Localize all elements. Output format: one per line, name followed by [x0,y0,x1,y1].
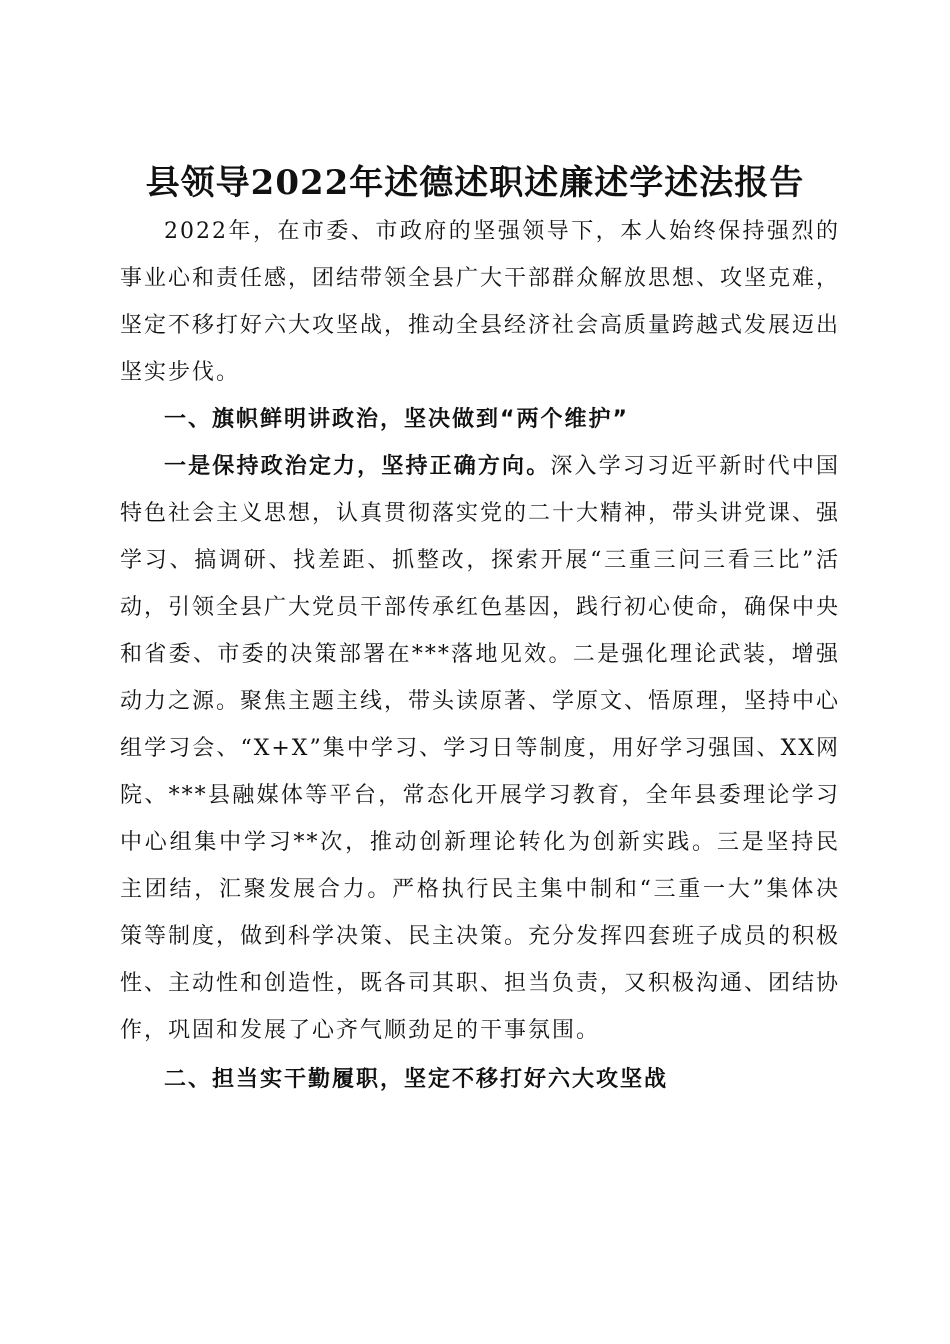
document-body [120,208,840,1103]
section-1-body: 深入学习习近平新时代中国特色社会主义思想，认真贯彻落实党的二十大精神，带头讲党课、强学习、搞调研、找差距、抓整改，探索开展“三重三问三看三比”活动，引领全县广大党员干部传承红色基因，践行初心使命，确保中央和省委、市委的决策部署在***落地见效。二是强化理论武装，增强动力之源。聚焦主题主线，带头读原著、学原文、悟原理，坚持中心组学习会、“X+X”集中学习、学习日等制度，用好学习强国、XX网院、***县融媒体等平台，常态化开展学习教育，全年县委理论学习中心组集中学习**次，推动创新理论转化为创新实践。三是坚持民主团结，汇聚发展合力。严格执行民主集中制和“三重一大”集体决策等制度，做到科学决策、民主决策。充分发挥四套班子成员的积极性、主动性和创造性，既各司其职、担当负责，又积极沟通、团结协作，巩固和发展了心齐气顺劲足的干事氛围。 [120,454,841,1043]
section-1-lead: 一是保持政治定力，坚持正确方向。 [164,453,551,479]
document-title: 县领导2022年述德述职述廉述学述法报告 [145,162,805,203]
section-1-paragraph [120,443,840,1054]
section-2-heading: 二、担当实干勤履职，坚定不移打好六大攻坚战 [164,1067,669,1092]
intro-paragraph: 2022年，在市委、市政府的坚强领导下，本人始终保持强烈的事业心和责任感，团结带领全县广大干部群众解放思想、攻坚克难，坚定不移打好六大攻坚战，推动全县经济社会高质量跨越式发展迈出坚实步伐。 [120,219,841,385]
section-1-heading: 一、旗帜鲜明讲政治，坚决做到“两个维护” [164,407,629,432]
